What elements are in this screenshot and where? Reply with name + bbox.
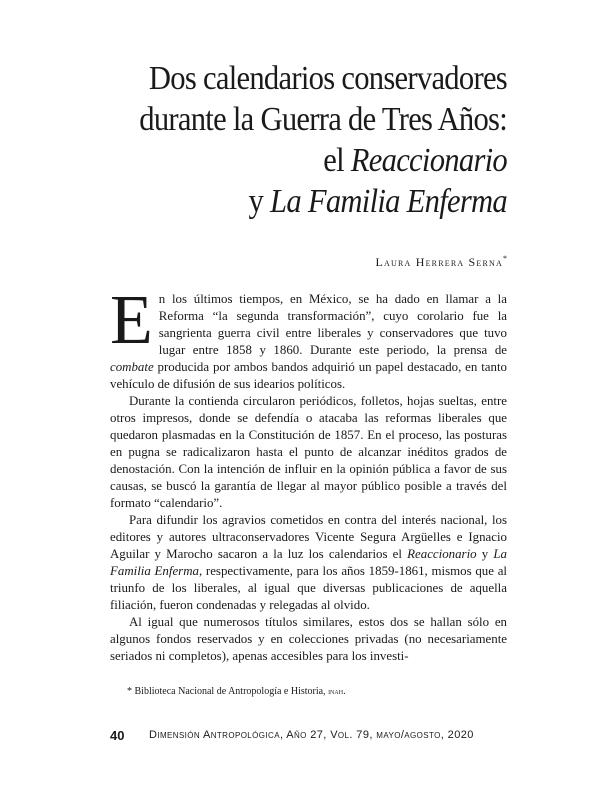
title-line-3: [129, 140, 507, 181]
paragraph-1: [110, 282, 507, 393]
author-name: Laura Herrera Serna: [375, 255, 503, 269]
title-line-3-italic: Reaccionario: [350, 142, 507, 179]
paragraph-1-italic: combate: [110, 360, 154, 374]
title-line-3-prefix: el: [323, 142, 351, 179]
paragraph-3-text-a: Para difundir los agravios cometidos en contra del interés nacional, los editores y autores ultraconservadores Vicente Segura Argüelles e Ignacio Aguilar y Marocho sacaron a la luz los calendarios el: [110, 513, 507, 561]
paragraph-2: Durante la contienda circularon periódicos, folletos, hojas sueltas, entre otros impresos, donde se defendía o atacaba las reformas liberales que quedaron plasmadas en la Constitución de 1857. En el proceso, las posturas en pugna se radicalizaron hasta el punto de alcanzar inéditos grados de denostación. Con la intención de influir en la opinión pública a favor de sus causas, se buscó la garantía de llegar al mayor público posible a través del formato “calendario”.: [110, 394, 507, 510]
paragraph-3-italic-2: La Familia Enferma: [110, 547, 508, 578]
title-line-4-prefix: y: [248, 183, 271, 220]
drop-cap: E: [110, 282, 153, 359]
author-byline: [376, 254, 507, 270]
paragraph-3-text-c: , respectivamente, para los años 1859-1861, mismos que al triunfo de los liberales, al igual que diversas publicaciones de aquella filiación, fueron condenadas y relegadas al olvido.: [110, 564, 507, 612]
footnote: [127, 685, 527, 698]
paragraph-3-text-b: y: [476, 547, 494, 561]
paragraph-3: [110, 512, 507, 614]
paragraph-1-text-a: n los últimos tiempos, en México, se ha dado en llamar a la Reforma “la segunda transformación”, cuyo corolario fue la sangrienta guerra civil entre liberales y conservadores que tuvo lugar entre 1858 y 1860. Durante este periodo, la prensa de: [158, 292, 507, 357]
footnote-abbrev: inah: [328, 686, 344, 696]
article-body: [110, 282, 508, 665]
paragraph-4: Al igual que numerosos títulos similares, estos dos se hallan sólo en algunos fondos reservados y en colecciones privadas (no necesariamente seriados ni completos), apenas accesibles para los investi-: [110, 615, 507, 663]
page-number: 40: [110, 728, 125, 743]
title-line-1: Dos calendarios conservadores: [148, 60, 507, 97]
footnote-end: .: [343, 686, 346, 697]
running-footer: Dimensión Antropológica, Año 27, Vol. 79, mayo/agosto, 2020: [149, 729, 474, 741]
article-title: [129, 58, 507, 222]
paragraph-3-italic-1: Reaccionario: [407, 547, 477, 561]
title-line-2: durante la Guerra de Tres Años:: [139, 101, 508, 138]
title-line-4-italic: La Familia Enferma: [270, 183, 507, 220]
author-footnote-mark: *: [503, 254, 507, 263]
footnote-text: * Biblioteca Nacional de Antropología e Historia,: [127, 686, 329, 697]
title-line-4: [129, 181, 507, 222]
paragraph-1-text-b: producida por ambos bandos adquirió un papel destacado, en tanto vehículo de difusión de sus idearios políticos.: [110, 360, 507, 391]
